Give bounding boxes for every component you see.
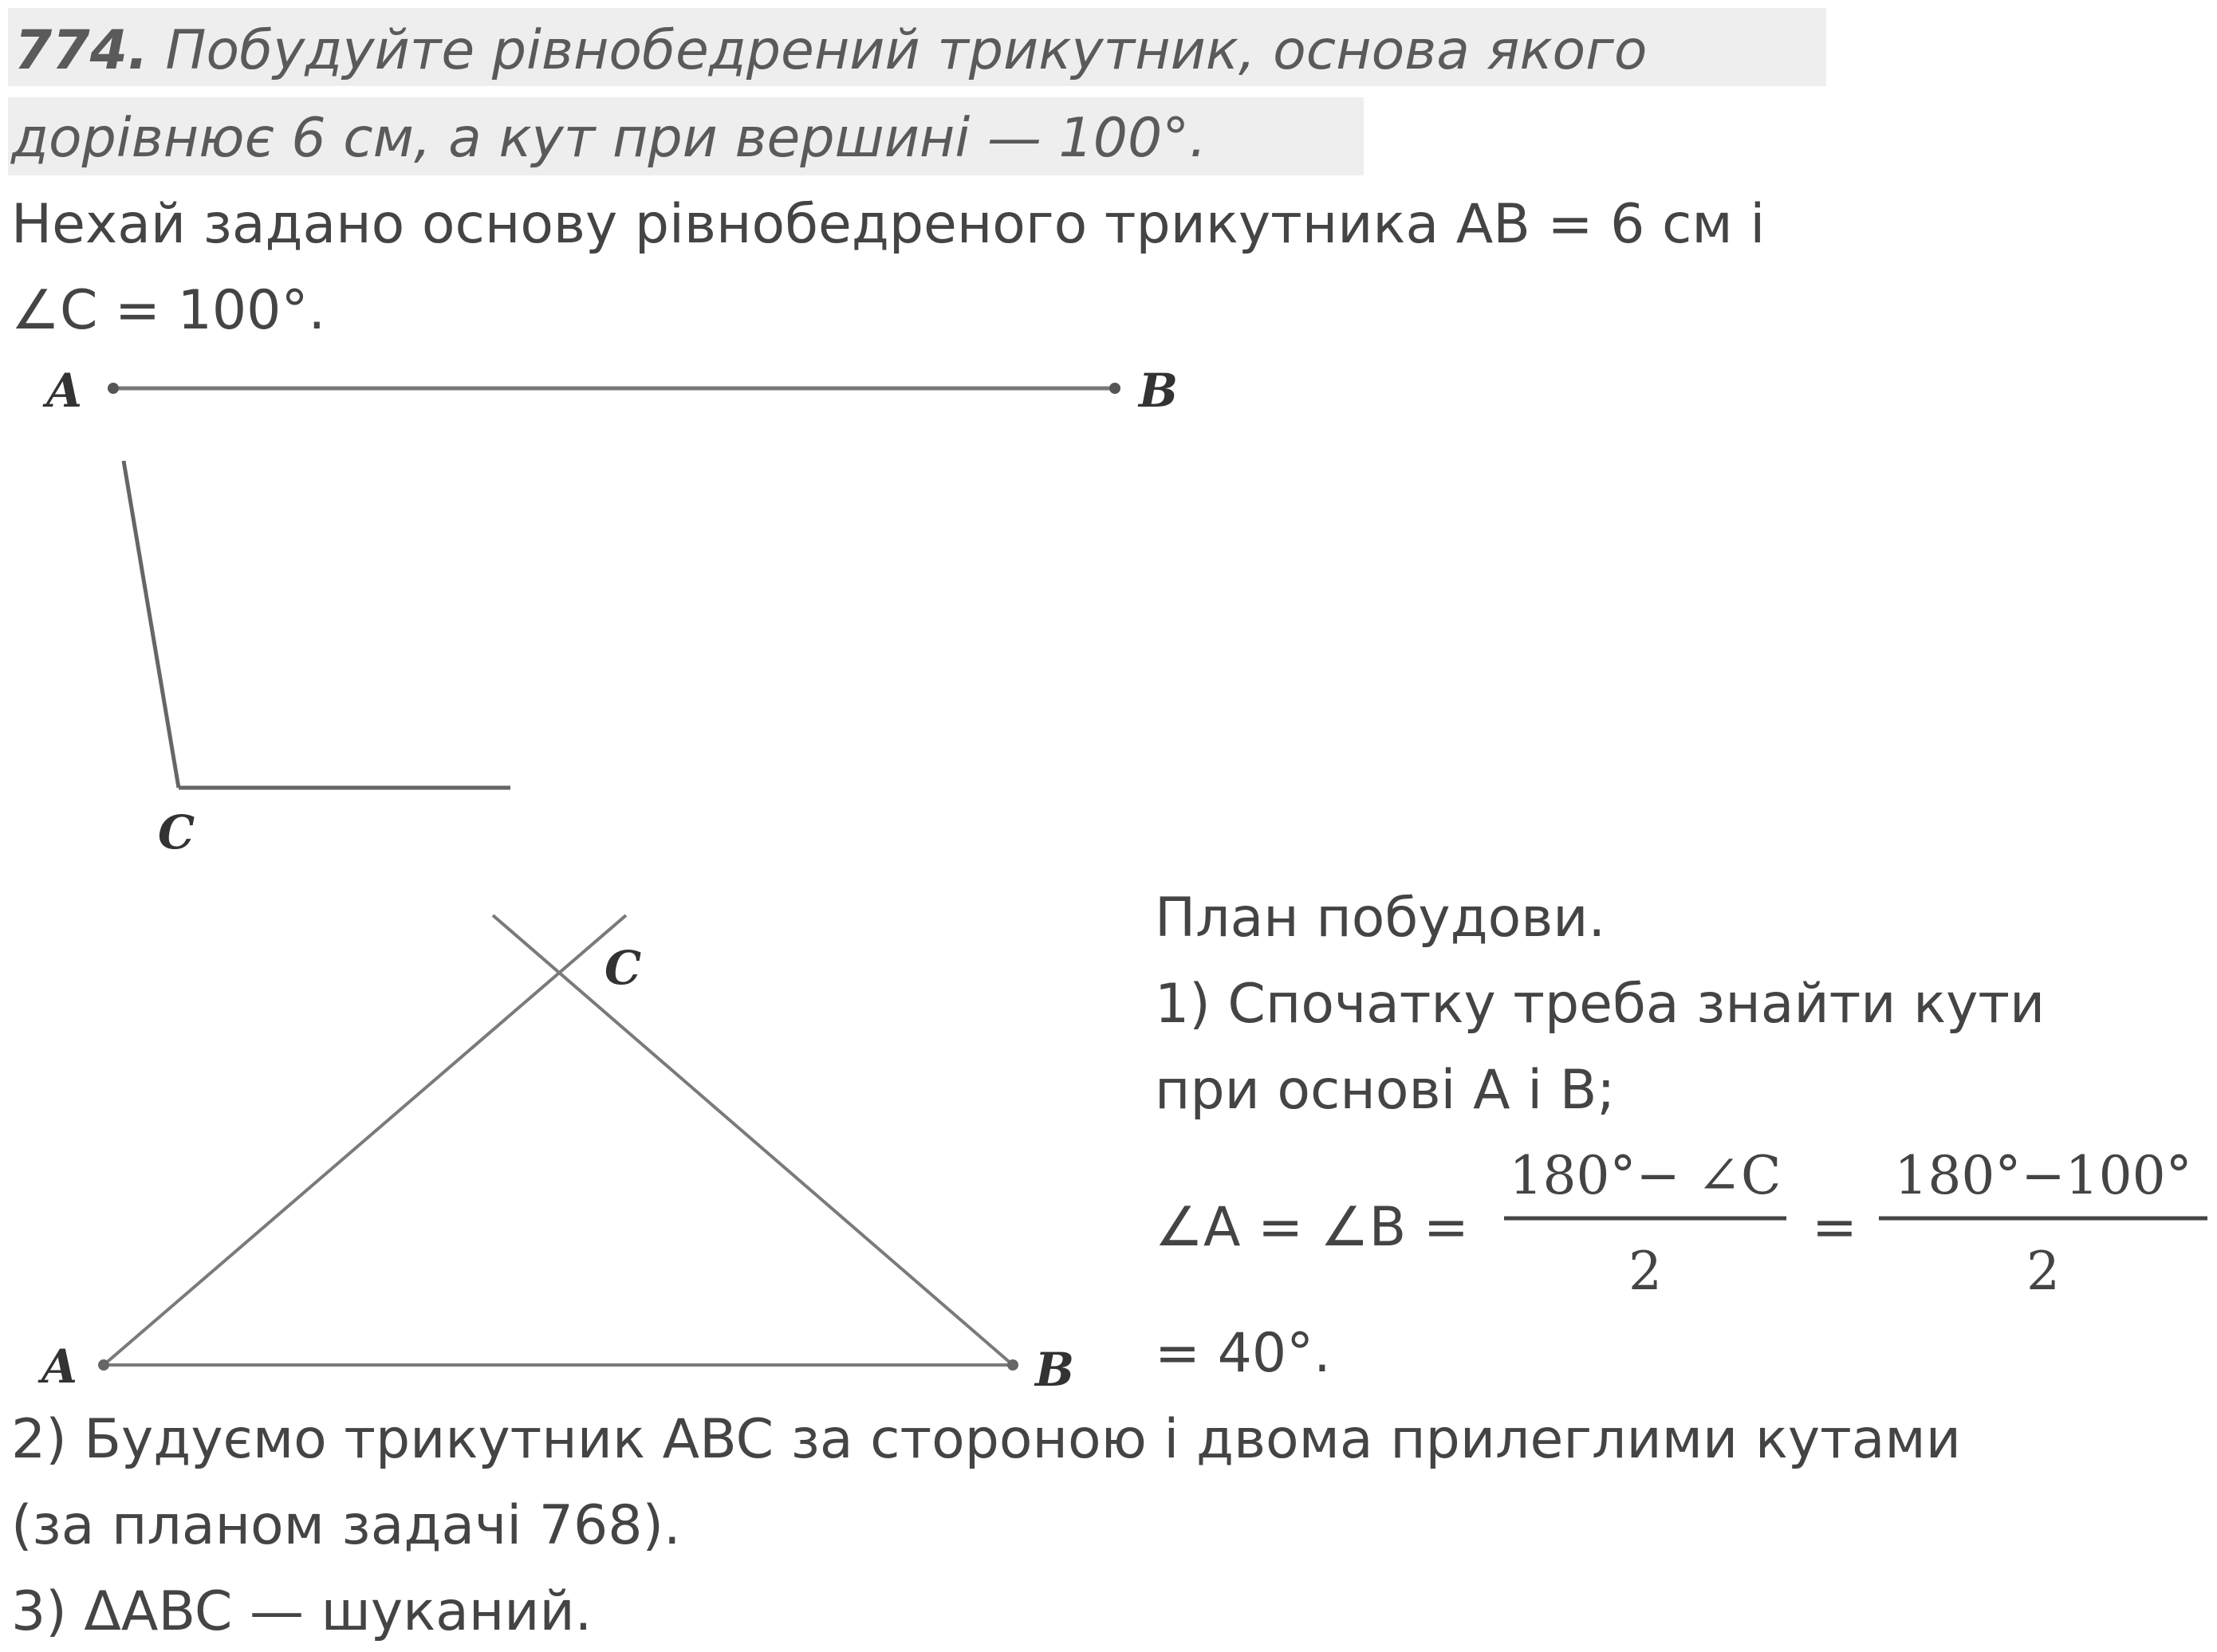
problem-number: 774. <box>14 19 148 82</box>
plan-step-2-cont: (за планом задачі 768). <box>11 1494 681 1557</box>
formula-lhs: ∠A = ∠B = <box>1155 1196 1469 1259</box>
plan-step-2: 2) Будуємо трикутник ABC за стороною і двома прилеглими кутами <box>11 1408 1961 1471</box>
plan-title: План побудови. <box>1155 887 1606 950</box>
plan-step-1: 1) Спочатку треба знайти кути <box>1155 973 2046 1036</box>
segment-ab <box>108 383 1120 394</box>
given-line-2: ∠C = 100°. <box>11 279 326 342</box>
formula-equals: = <box>1812 1196 1857 1259</box>
given-line-1: Нехай задано основу рівнобедреного трикутника AB = 6 см і <box>11 193 1766 256</box>
problem-text: Побудуйте рівнобедрений трикутник, основа якого <box>165 19 1648 82</box>
label-c: C <box>158 805 195 859</box>
label-c: C <box>604 941 642 995</box>
plan-step-3: 3) ΔABC — шуканий. <box>11 1580 593 1643</box>
fraction-1-numerator: 180°− ∠C <box>1509 1145 1782 1206</box>
label-a: A <box>41 1339 78 1394</box>
label-a: A <box>46 364 83 418</box>
fraction-2-denominator: 2 <box>2026 1241 2060 1302</box>
label-b: B <box>1035 1343 1075 1397</box>
fraction-1-denominator: 2 <box>1628 1241 1662 1302</box>
fraction-2-numerator: 180°−100° <box>1894 1145 2192 1206</box>
triangle-abc <box>104 915 1013 1365</box>
label-b: B <box>1139 364 1179 418</box>
angle-c <box>124 461 510 788</box>
formula-result: = 40°. <box>1155 1322 1331 1385</box>
problem-line-2: дорівнює 6 см, а кут при вершині — 100°. <box>11 107 1207 170</box>
plan-step-1-cont: при основі A і B; <box>1155 1059 1616 1122</box>
